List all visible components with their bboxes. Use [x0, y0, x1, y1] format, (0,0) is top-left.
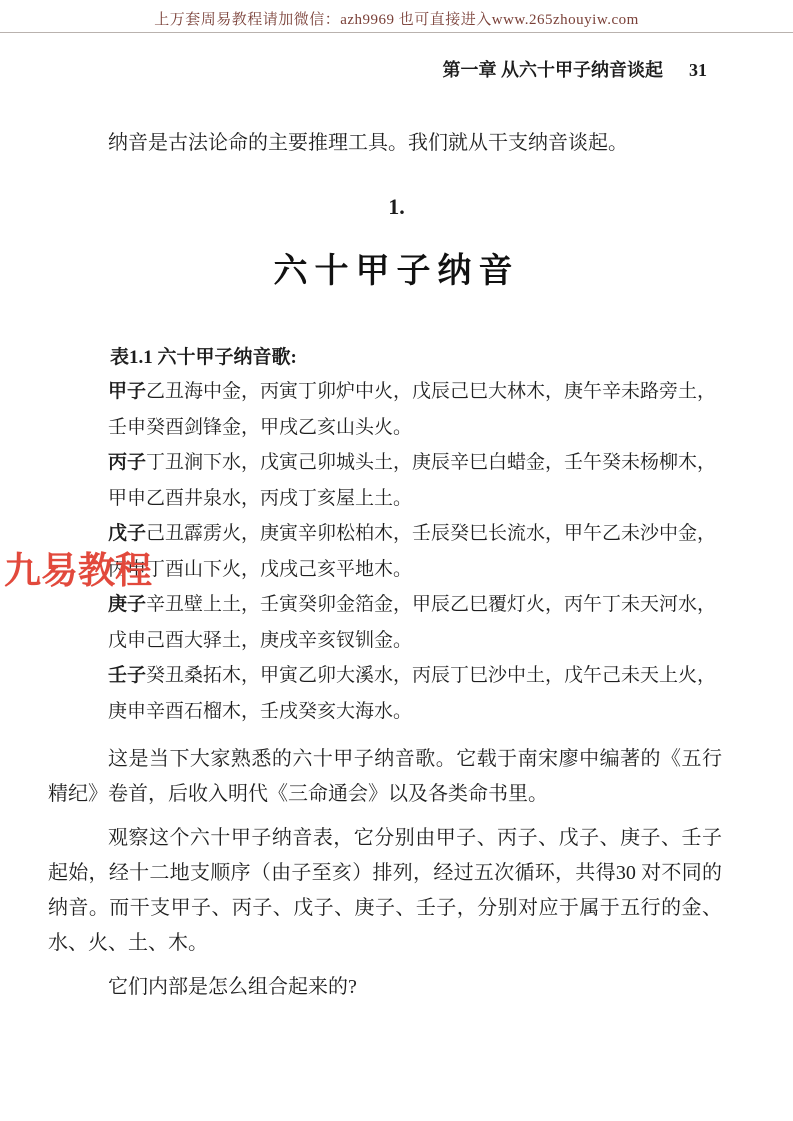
section-number: 1.: [388, 194, 405, 219]
song-line: [108, 516, 748, 552]
song-line: [108, 374, 748, 410]
body-paragraph: 它们内部是怎么组合起来的?: [108, 976, 357, 998]
song-line-text: 辛丑壁上土，壬寅癸卯金箔金，甲辰乙巳覆灯火，丙午丁未天河水，: [146, 594, 717, 615]
chapter-header: [443, 56, 708, 82]
body-paragraph: 观察这个六十甲子纳音表，它分别由甲子、丙子、戊子、庚子、壬子起始，经十二地支顺序（由子至亥）排列，经过五次循环，共得30 对不同的纳音。而干支甲子、丙子、戊子、庚子、壬子，分别对应于属于五行的金、水、火、土、木。: [48, 827, 722, 954]
song-line-text: 己丑霹雳火，庚寅辛卯松柏木，壬辰癸巳长流水，甲午乙未沙中金，: [146, 523, 717, 544]
song-line-lead: 戊子: [108, 523, 147, 544]
song-line: [108, 552, 748, 588]
song-line-text: 甲申乙酉井泉水，丙戌丁亥屋上土。: [108, 487, 413, 509]
song-line-lead: 庚子: [108, 594, 147, 615]
intro-paragraph: 纳音是古法论命的主要推理工具。我们就从干支纳音谈起。: [108, 132, 628, 154]
nayin-song: [108, 374, 748, 729]
song-line: [108, 587, 748, 623]
table-caption: 表1.1 六十甲子纳音歌:: [110, 347, 297, 368]
song-line-text: 戊申己酉大驿土，庚戌辛亥钗钏金。: [108, 629, 413, 651]
song-line-text: 丁丑涧下水，戊寅己卯城头土，庚辰辛巳白蜡金，壬午癸未杨柳木，: [146, 452, 717, 473]
song-line-text: 丙申丁酉山下火，戊戌己亥平地木。: [108, 558, 413, 580]
song-line: [108, 481, 748, 517]
song-line: [108, 410, 748, 446]
body-paragraphs: [48, 742, 722, 1014]
page-number: 31: [689, 60, 707, 80]
song-line: [108, 694, 748, 730]
top-banner-text: 上万套周易教程请加微信：azh9969 也可直接进入www.265zhouyiw.com: [154, 12, 639, 28]
song-line: [108, 623, 748, 659]
body-paragraph: 这是当下大家熟悉的六十甲子纳音歌。它载于南宋廖中编著的《五行精纪》卷首，后收入明代《三命通会》以及各类命书里。: [48, 748, 722, 805]
song-line-text: 乙丑海中金，丙寅丁卯炉中火，戊辰己巳大林木，庚午辛未路旁土，: [146, 381, 717, 402]
song-line-lead: 甲子: [108, 381, 147, 402]
song-line-text: 癸丑桑拓木，甲寅乙卯大溪水，丙辰丁巳沙中土，戊午己未天上火，: [146, 665, 717, 686]
song-line: [108, 445, 748, 481]
watermark-text: 九易教程: [4, 550, 152, 591]
song-line-lead: 壬子: [108, 665, 147, 686]
header-rule: [0, 32, 793, 33]
song-line-text: 庚申辛酉石榴木，壬戌癸亥大海水。: [108, 700, 413, 722]
song-line-text: 壬申癸酉剑锋金，甲戌乙亥山头火。: [108, 416, 413, 438]
song-line-lead: 丙子: [108, 452, 147, 473]
song-line: [108, 658, 748, 694]
chapter-title: 第一章 从六十甲子纳音谈起: [442, 60, 663, 80]
section-title: 六十甲子纳音: [273, 253, 520, 290]
